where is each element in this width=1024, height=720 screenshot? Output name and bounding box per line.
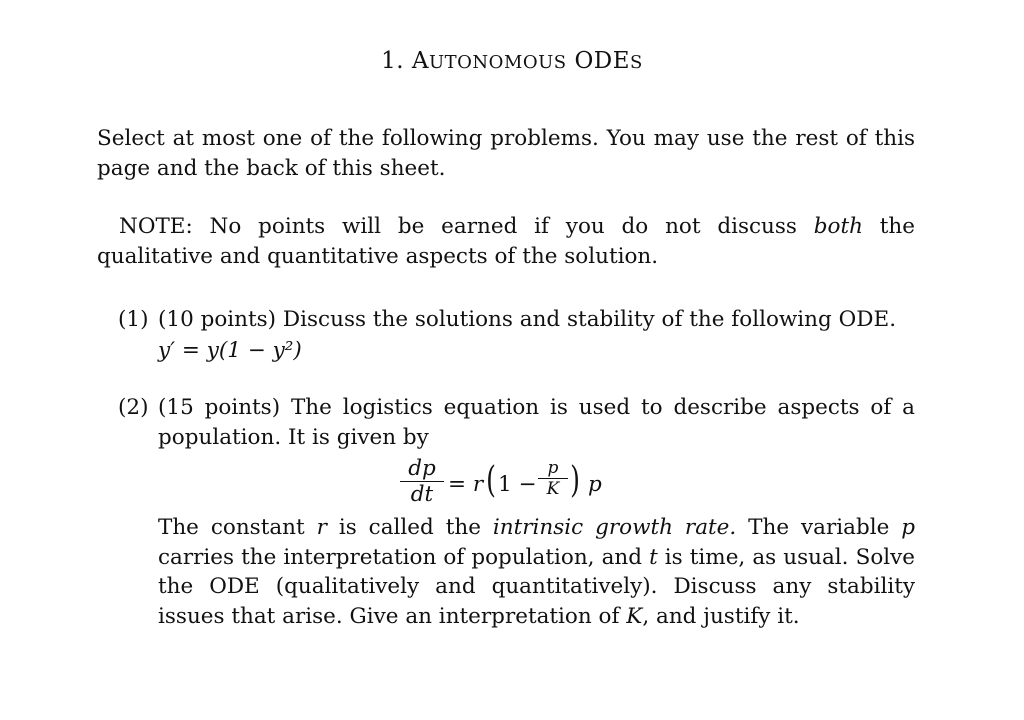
inner-denominator: K — [546, 479, 560, 500]
one-minus: 1 − — [498, 472, 537, 497]
left-paren: ( — [486, 460, 496, 501]
problem-2-text: (15 points) The logistics equation is used to describe aspects of a population. It is given by — [158, 395, 915, 450]
right-paren: ) — [570, 460, 580, 501]
problem-2-followup — [158, 513, 915, 631]
note-lead: NOTE: No points will be earned if you do not discuss — [119, 214, 814, 239]
lhs-numerator: dp — [408, 456, 436, 481]
note-paragraph — [97, 212, 915, 271]
var-r: r — [316, 515, 327, 540]
var-k: K — [626, 603, 643, 629]
note-tail: the qualitative and quantitative aspects of the solution. — [97, 214, 915, 269]
problem-2-label: (2) — [118, 395, 149, 420]
var-p: p — [901, 515, 916, 540]
followup-text-3: The variable — [736, 515, 902, 540]
section-number: 1. — [381, 48, 405, 74]
followup-text-1: The constant — [158, 515, 317, 540]
followup-text-2: is called the — [326, 515, 493, 540]
section-title — [0, 48, 1024, 74]
note-emphasis: both — [813, 214, 863, 239]
intro-paragraph: Select at most one of the following problems. You may use the rest of this page and the back of this sheet. — [97, 126, 915, 181]
logistic-equation — [400, 456, 620, 516]
problem-1-text: (10 points) Discuss the solutions and stability of the following ODE. — [158, 307, 897, 332]
equals-r: = r — [448, 472, 484, 497]
lhs-denominator: dt — [410, 482, 434, 508]
followup-text-5: is time, as usual. Solve the ODE (qualitatively and quantitatively). Discuss any stability issues that arise. Give an interpretation of — [158, 544, 916, 629]
title-word-2: ODE — [574, 48, 631, 74]
title-word-2-suffix: S — [630, 52, 643, 73]
problem-1-equation: y′ = y(1 − y²) — [158, 338, 302, 363]
var-t: t — [649, 544, 658, 570]
inner-numerator: p — [547, 458, 559, 478]
title-word-1-initial: A — [411, 48, 429, 74]
inner-fraction — [538, 458, 568, 499]
lhs-fraction — [400, 456, 444, 507]
problem-1-label: (1) — [118, 307, 149, 332]
followup-text-4: carries the interpretation of population, and — [158, 544, 650, 570]
growth-rate-term: intrinsic growth rate. — [492, 515, 737, 540]
followup-text-6: , and justify it. — [642, 603, 800, 629]
title-word-1-rest: UTONOMOUS — [429, 52, 567, 73]
trailing-p: p — [588, 472, 602, 497]
